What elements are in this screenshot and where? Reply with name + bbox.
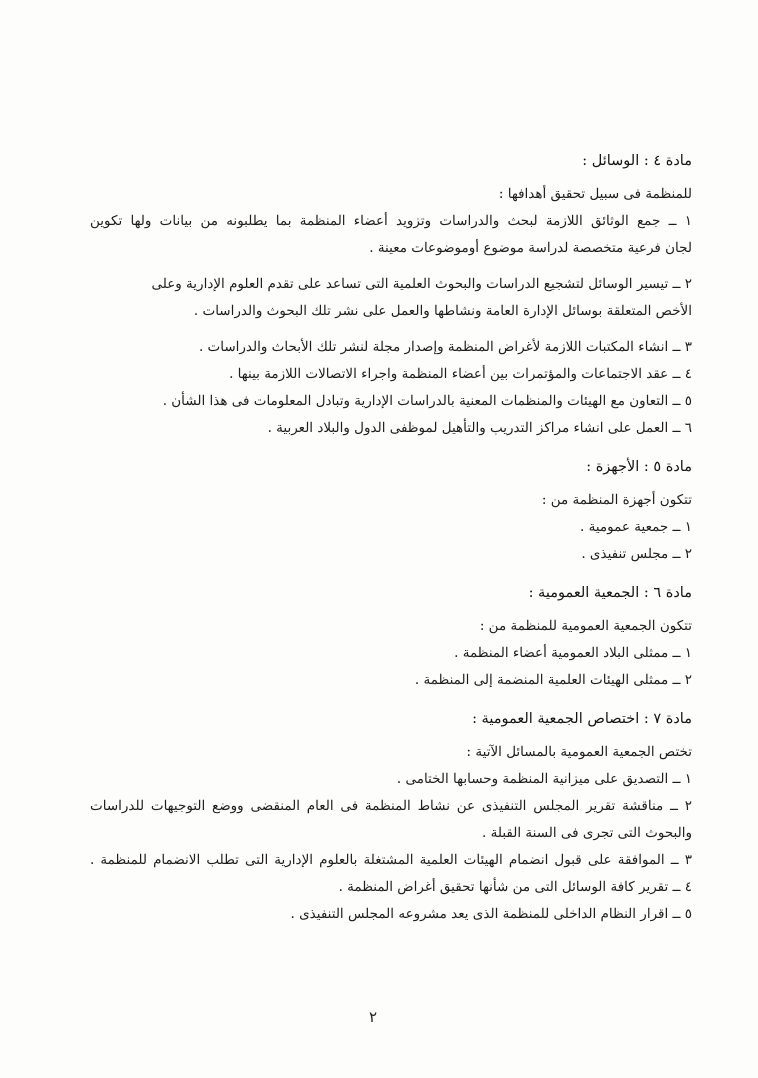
article-7-item-2-line-2: والبحوث التى تجرى فى السنة القبلة .: [482, 825, 692, 841]
article-4-item-6: ٦ ــ العمل على انشاء مراكز التدريب والتأهيل لموظفى الدول والبلاد العربية .: [267, 420, 692, 436]
article-4-item-3: ٣ ــ انشاء المكتبات اللازمة لأغراض المنظمة وإصدار مجلة لنشر تلك الأبحاث والدراسات .: [198, 339, 692, 355]
article-4-intro: للمنظمة فى سبيل تحقيق أهدافها :: [498, 186, 692, 202]
article-7-item-5: ٥ ــ اقرار النظام الداخلى للمنظمة الذى يعد مشروعه المجلس التنفيذى .: [290, 906, 692, 922]
article-7-intro: تختص الجمعية العمومية بالمسائل الآتية :: [466, 744, 692, 760]
article-6-item-2: ٢ ــ ممثلى الهيئات العلمية المنضمة إلى المنظمة .: [414, 672, 692, 688]
article-4-item-4: ٤ ــ عقد الاجتماعات والمؤتمرات بين أعضاء المنظمة واجراء الاتصالات اللازمة بينها .: [229, 366, 692, 382]
article-5-intro: تتكون أجهزة المنظمة من :: [541, 492, 692, 508]
article-4-item-2-line-2: الأخص المتعلقة بوسائل الإدارة العامة ونشاطها والعمل على نشر تلك البحوث والدراسات .: [193, 303, 692, 319]
article-7-item-1: ١ ــ التصديق على ميزانية المنظمة وحسابها الختامى .: [396, 771, 692, 787]
article-7-item-2-line-1: ٢ ــ مناقشة تقرير المجلس التنفيذى عن نشاط المنظمة فى العام المنقضى ووضع التوجيهات للدراسات: [90, 798, 692, 814]
article-6-heading: مادة ٦ : الجمعية العمومية :: [528, 585, 692, 601]
document-text-block: [90, 148, 692, 928]
article-4-section: [90, 148, 692, 442]
article-7-item-4: ٤ ــ تقرير كافة الوسائل التى من شأنها تحقيق أغراض المنظمة .: [338, 879, 692, 895]
article-6-intro: تتكون الجمعية العمومية للمنظمة من :: [479, 618, 692, 634]
article-5-item-1: ١ ــ جمعية عمومية .: [580, 519, 692, 535]
article-7-heading: مادة ٧ : اختصاص الجمعية العمومية :: [472, 711, 692, 727]
article-4-item-2-line-1: ٢ ــ تيسير الوسائل لتشجيع الدراسات والبحوث العلمية التى تساعد على تقدم العلوم الإدارية وعلى: [151, 276, 692, 292]
article-7-section: [90, 706, 692, 928]
article-5-item-2: ٢ ــ مجلس تنفيذى .: [581, 546, 692, 562]
article-5-section: [90, 454, 692, 568]
article-4-heading: مادة ٤ : الوسائل :: [582, 153, 692, 169]
article-6-item-1: ١ ــ ممثلى البلاد العمومية أعضاء المنظمة .: [454, 645, 692, 661]
article-7-item-3: ٣ ــ الموافقة على قبول انضمام الهيئات العلمية المشتغلة بالعلوم الإدارية التى تطلب الانضمام للمنظمة .: [90, 852, 692, 868]
article-4-item-1-line-2: لجان فرعية متخصصة لدراسة موضوع أوموضوعات معينة .: [369, 240, 692, 256]
article-6-section: [90, 580, 692, 694]
article-4-item-1-line-1: ١ ــ جمع الوثائق اللازمة لبحث والدراسات وتزويد أعضاء المنظمة بما يطلبونه من بيانات ولها تكوين: [90, 213, 692, 229]
article-4-item-5: ٥ ــ التعاون مع الهيئات والمنظمات المعنية بالدراسات الإدارية وتبادل المعلومات فى هذا الشأن .: [162, 393, 692, 409]
article-5-heading: مادة ٥ : الأجهزة :: [586, 459, 692, 475]
page-number: ٢: [368, 1008, 378, 1026]
